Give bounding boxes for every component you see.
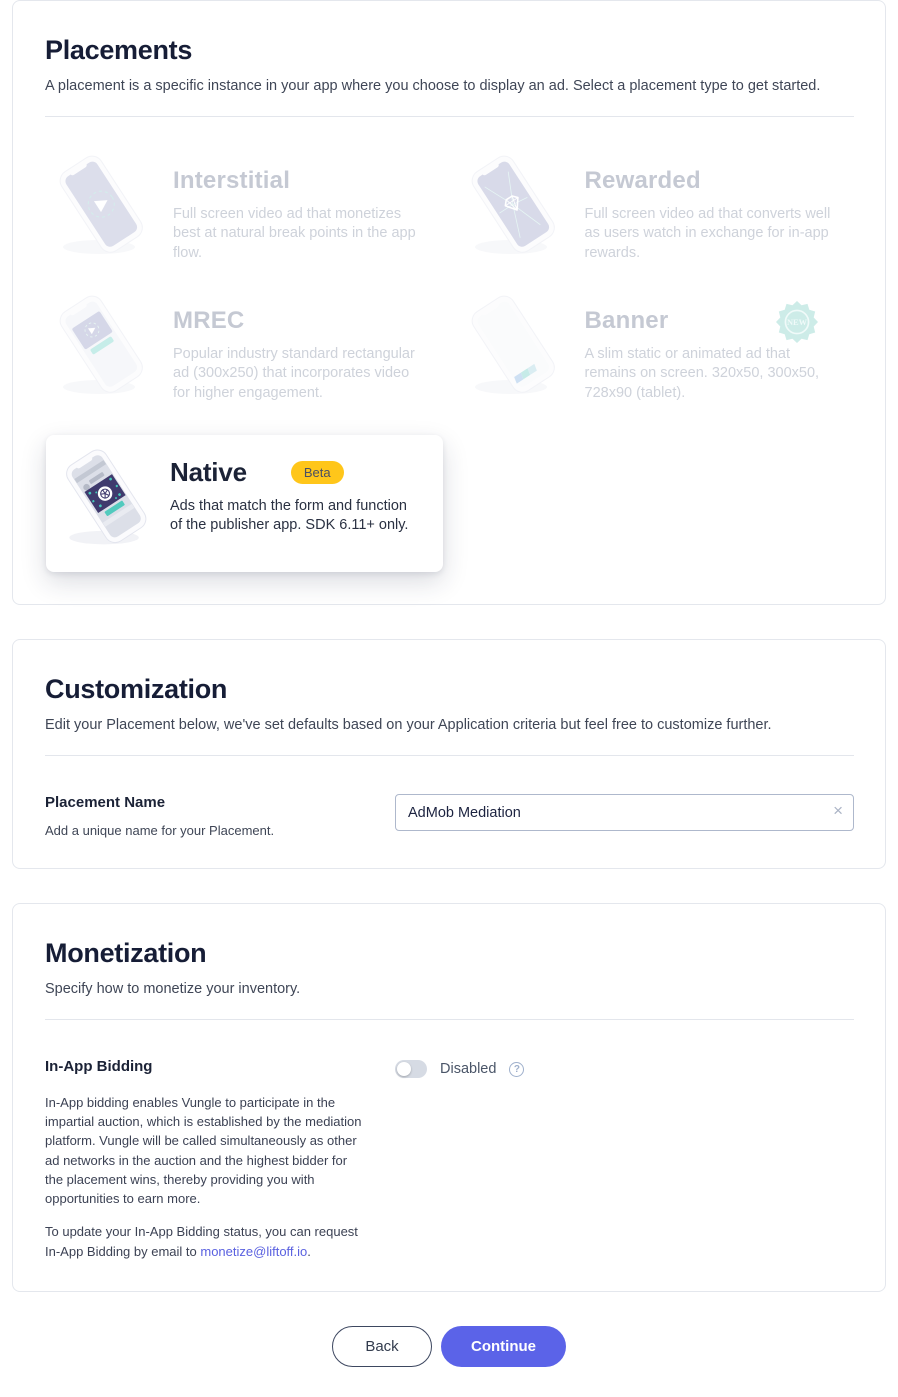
note-prefix: To update your In-App Bidding status, you can request In-App Bidding by email to xyxy=(45,1224,358,1259)
help-icon[interactable]: ? xyxy=(509,1062,524,1077)
tile-desc-interstitial: Full screen video ad that monetizes best at natural break points in the app flow. xyxy=(173,206,416,261)
tile-desc-mrec: Popular industry standard rectangular ad (300x250) that incorporates video for higher engagement. xyxy=(173,346,415,401)
in-app-bidding-status: Disabled xyxy=(440,1061,497,1077)
in-app-bidding-label: In-App Bidding xyxy=(45,1058,153,1075)
in-app-bidding-row xyxy=(45,1058,854,1261)
monetization-title: Monetization xyxy=(45,938,207,968)
mrec-phone-icon xyxy=(45,295,157,413)
monetize-email-link[interactable]: monetize@liftoff.io xyxy=(200,1243,308,1259)
new-badge-icon xyxy=(776,301,818,343)
customization-card xyxy=(12,639,886,869)
tile-desc-rewarded: Full screen video ad that converts well as users watch in exchange for in-app rewards. xyxy=(584,206,831,261)
native-phone-icon xyxy=(52,447,160,556)
monetization-subtitle: Specify how to monetize your inventory. xyxy=(45,981,301,997)
divider xyxy=(45,116,854,117)
placement-name-help: Add a unique name for your Placement. xyxy=(45,823,275,838)
in-app-bidding-note xyxy=(45,1222,365,1260)
divider xyxy=(45,755,854,756)
back-button[interactable]: Back xyxy=(332,1326,432,1367)
placement-tile-banner[interactable] xyxy=(457,295,855,413)
interstitial-phone-icon xyxy=(45,155,157,273)
tile-title-native: Native xyxy=(170,457,247,487)
toggle-knob xyxy=(397,1062,411,1076)
placement-type-grid xyxy=(45,155,854,572)
footer-actions xyxy=(0,1326,898,1397)
customization-subtitle: Edit your Placement below, we've set defaults based on your Application criteria but feel free to customize further. xyxy=(45,717,772,733)
placement-tile-interstitial[interactable] xyxy=(45,155,443,273)
clear-input-icon[interactable]: × xyxy=(833,801,843,820)
placement-name-row xyxy=(45,794,854,838)
in-app-bidding-description: In-App bidding enables Vungle to participate in the impartial auction, which is established by the mediation platform. Vungle will be called simultaneously as other ad networks in the auction and the highest bidder for the placement wins, thereby providing you with opportunities to earn more. xyxy=(45,1095,362,1207)
placement-tile-native[interactable] xyxy=(46,435,443,572)
placements-title: Placements xyxy=(45,35,193,65)
tile-title-mrec: MREC xyxy=(173,307,245,334)
rewarded-phone-icon xyxy=(457,155,569,273)
tile-title-interstitial: Interstitial xyxy=(173,167,291,194)
in-app-bidding-toggle[interactable] xyxy=(395,1060,427,1078)
svg-text:NEW: NEW xyxy=(786,318,808,328)
tile-desc-banner: A slim static or animated ad that remains on screen. 320x50, 300x50, 728x90 (tablet). xyxy=(584,346,820,401)
placement-name-label: Placement Name xyxy=(45,794,166,811)
tile-desc-native: Ads that match the form and function of the publisher app. SDK 6.11+ only. xyxy=(170,498,409,534)
placements-card xyxy=(12,0,886,605)
continue-button[interactable]: Continue xyxy=(441,1326,566,1367)
note-suffix: . xyxy=(307,1243,311,1259)
tile-title-banner: Banner xyxy=(584,307,669,334)
beta-badge: Beta xyxy=(291,461,344,484)
divider xyxy=(45,1019,854,1020)
customization-title: Customization xyxy=(45,674,228,704)
banner-phone-icon xyxy=(457,295,569,413)
tile-title-rewarded: Rewarded xyxy=(584,167,701,194)
placement-tile-mrec[interactable] xyxy=(45,295,443,413)
placements-subtitle: A placement is a specific instance in your app where you choose to display an ad. Select a placement type to get started. xyxy=(45,78,821,94)
monetization-card xyxy=(12,903,886,1292)
placement-tile-rewarded[interactable] xyxy=(457,155,855,273)
placement-name-input[interactable] xyxy=(395,794,854,831)
